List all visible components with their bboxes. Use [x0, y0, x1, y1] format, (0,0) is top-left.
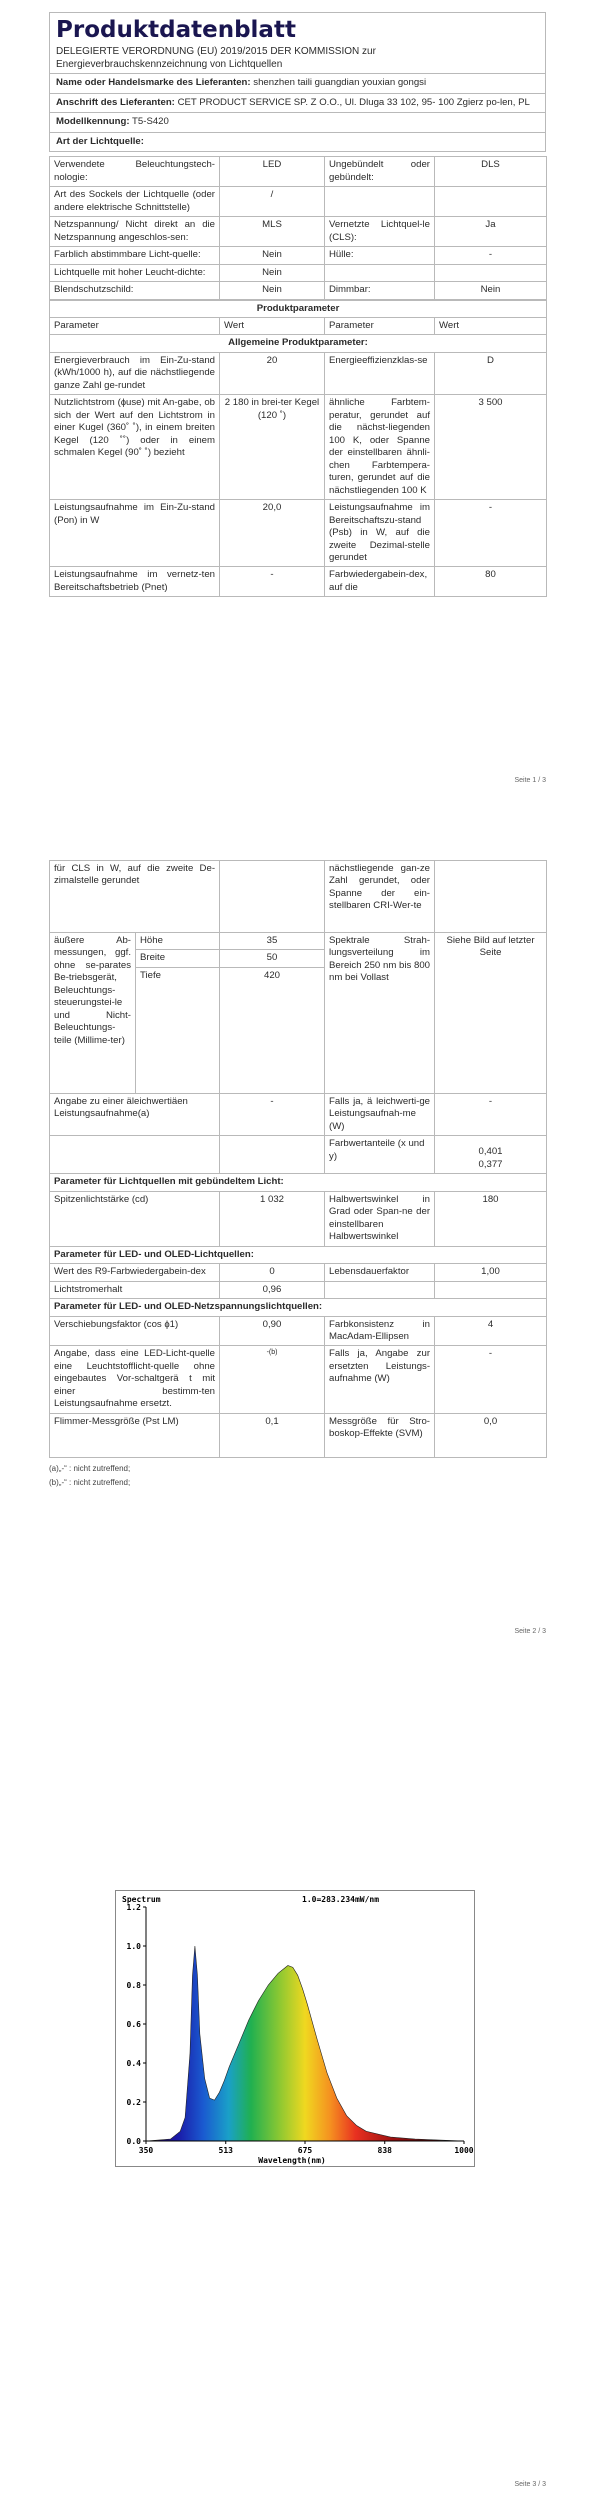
general-param-cell: Leistungsaufnahme im Bereitschaftszu-stand (Psb) in W, auf die zweite Dezimal-stelle gerundet	[325, 500, 435, 567]
chromaticity-x: 0,401	[478, 1146, 503, 1158]
dim-depth-value: 420	[220, 967, 325, 1093]
peak-intensity-label: Spitzenlichtstärke (cd)	[50, 1191, 220, 1246]
lightsource-row	[50, 282, 547, 299]
model-row	[49, 113, 546, 132]
page-2	[0, 860, 591, 1660]
header-box	[49, 12, 546, 74]
lightsource-cell: Art des Sockels der Lichtquelle (oder andere elektrische Schnittstelle)	[50, 187, 220, 217]
param-head-4: Wert	[435, 318, 547, 335]
flicker-label: Flimmer-Messgröße (Pst LM)	[50, 1413, 220, 1457]
lightsource-type-label: Art der Lichtquelle:	[56, 135, 144, 147]
x-axis-label: Wavelength(nm)	[258, 2156, 326, 2165]
stroboscopic-value: 0,0	[435, 1413, 547, 1457]
y-tick-label: 0.6	[126, 2020, 141, 2029]
general-param-cell: Leistungsaufnahme im vernetz-ten Bereitschaftsbetrieb (Pnet)	[50, 567, 220, 597]
cls-net-value-cont	[220, 861, 325, 933]
y-tick-label: 1.2	[126, 1903, 141, 1912]
x-tick-label: 1000	[454, 2146, 474, 2155]
lumen-maintenance-value: 0,96	[220, 1281, 325, 1298]
y-tick-label: 0.0	[126, 2137, 141, 2146]
lightsource-cell: Vernetzte Lichtquel-le (CLS):	[325, 217, 435, 247]
spectral-value: Siehe Bild auf letzter Seite	[435, 933, 547, 1094]
general-param-cell: Nutzlichtstrom (ɸuse) mit An-gabe, ob sich der Wert auf den Lichtstrom in einer Kugel (360˚ ˚), in einem breiten Kegel (120 ˚˚) oder in einem schmalen Kegel (90˚ ˚) bezieht	[50, 395, 220, 500]
model-label: Modellkennung:	[56, 116, 130, 128]
spectrum-chart-frame	[115, 1890, 475, 2167]
general-param-cell: Energieverbrauch im Ein-Zu-stand (kWh/1000 h), auf die nächstliegende ganze Zahl ge-rundet	[50, 352, 220, 394]
lightsource-cell	[435, 187, 547, 217]
equivalent-power-label: Angabe zu einer äleichwertiäen Leistungsaufnahme(a)	[50, 1093, 220, 1135]
stroboscopic-label: Messgröße für Stro-boskop-Effekte (SVM)	[325, 1413, 435, 1457]
general-param-cell: 20,0	[220, 500, 325, 567]
led-heading: Parameter für LED- und OLED-Lichtquellen:	[50, 1246, 547, 1263]
spectrum-series-area	[146, 1946, 464, 2141]
y-tick-label: 0.2	[126, 2098, 141, 2107]
dim-height-value: 35	[220, 933, 325, 950]
lightsource-cell: Ja	[435, 217, 547, 247]
dimensions-label: äußere Ab-messungen, ggf. ohne se-parates Be-triebsgerät, Beleuchtungs-steuerungstei-le und Nicht-Beleuchtungs-teile (Millime-ter)	[50, 933, 136, 1094]
lightsource-cell: Dimmbar:	[325, 282, 435, 299]
chromaticity-y: 0,377	[478, 1158, 503, 1170]
cri-label-cont: nächstliegende gan-ze Zahl gerundet, oder Spanne der ein-stellbaren CRI-Wer-te	[325, 861, 435, 933]
lightsource-cell: DLS	[435, 157, 547, 187]
empty-cell	[325, 1281, 435, 1298]
replacement-claim-label: Angabe, dass eine LED-Licht-quelle eine Leuchtstofflicht-quelle ohne eingebautes Vor-schaltgerä t mit einer bestimm-ten Leistungsaufnahme ersetzt.	[50, 1346, 220, 1413]
r9-label: Wert des R9-Farbwiedergabein-dex	[50, 1264, 220, 1281]
lightsource-table	[49, 156, 547, 299]
page-number-1: Seite 1 / 3	[514, 777, 546, 784]
general-param-row	[50, 352, 547, 394]
general-param-cell: 2 180 in brei-ter Kegel (120 ˚)	[220, 395, 325, 500]
equivalent-power-value: -	[220, 1093, 325, 1135]
lightsource-cell: Nein	[435, 282, 547, 299]
directional-heading: Parameter für Lichtquellen mit gebündeltem Licht:	[50, 1174, 547, 1191]
general-param-cell: Energieeffizienzklas-se	[325, 352, 435, 394]
y-tick-label: 0.4	[126, 2059, 141, 2068]
general-param-cell: Farbwiedergabein-dex, auf die	[325, 567, 435, 597]
empty-cell	[50, 1136, 220, 1174]
lightsource-cell	[435, 264, 547, 281]
page-number-2: Seite 2 / 3	[514, 1628, 546, 1635]
general-param-cell: 3 500	[435, 395, 547, 500]
lightsource-cell: Netzspannung/ Nicht direkt an die Netzspannung angeschlos-sen:	[50, 217, 220, 247]
product-params-heading: Produktparameter	[50, 300, 547, 317]
beam-angle-value: 180	[435, 1191, 547, 1246]
general-params-heading: Allgemeine Produktparameter:	[50, 335, 547, 352]
lightsource-cell: Verwendete Beleuchtungstech-nologie:	[50, 157, 220, 187]
replacement-claim-right-value: -	[435, 1346, 547, 1413]
replacement-claim-value: -(b)	[220, 1346, 325, 1413]
general-param-cell: -	[220, 567, 325, 597]
x-tick-label: 838	[377, 2146, 392, 2155]
general-param-cell: 20	[220, 352, 325, 394]
supplier-name-value: shenzhen taili guangdian youxian gongsi	[253, 77, 427, 89]
lightsource-cell: /	[220, 187, 325, 217]
lightsource-cell: -	[435, 247, 547, 264]
page-2-table	[49, 860, 547, 1458]
page-2-frame	[49, 860, 546, 1489]
lightsource-cell: MLS	[220, 217, 325, 247]
general-param-cell: -	[435, 500, 547, 567]
lightsource-cell: Ungebündelt oder gebündelt:	[325, 157, 435, 187]
dim-depth-label: Tiefe	[136, 967, 220, 1093]
displacement-factor-value: 0,90	[220, 1316, 325, 1346]
general-param-cell: ähnliche Farbtem-peratur, gerundet auf die nächst-liegenden 100 K, oder Spanne der einstellbaren ähnli-chen Farbtempera-turen, gerundet auf die nächstliegenden 100 K	[325, 395, 435, 500]
survival-label: Lebensdauerfaktor	[325, 1264, 435, 1281]
general-param-cell: 80	[435, 567, 547, 597]
equivalent-power-right-value: -	[435, 1093, 547, 1135]
cri-value-cont	[435, 861, 547, 933]
general-param-row	[50, 567, 547, 597]
chromaticity-value	[435, 1136, 547, 1174]
y-tick-label: 0.8	[126, 1981, 141, 1990]
lightsource-cell: Blendschutzschild:	[50, 282, 220, 299]
lightsource-cell: Nein	[220, 247, 325, 264]
page-1	[0, 0, 591, 800]
page-1-frame	[49, 12, 546, 597]
y-tick-label: 1.0	[126, 1942, 141, 1951]
flicker-value: 0,1	[220, 1413, 325, 1457]
survival-value: 1,00	[435, 1264, 547, 1281]
empty-cell	[435, 1281, 547, 1298]
regulation-line-2: Energieverbrauchskennzeichnung von Lichtquellen	[56, 59, 283, 71]
lightsource-row	[50, 157, 547, 187]
empty-cell	[220, 1136, 325, 1174]
supplier-address-value: CET PRODUCT SERVICE SP. Z O.O., Ul. Dluga 33 102, 95- 100 Zgierz po-len, PL	[177, 96, 530, 108]
equivalent-power-right-label: Falls ja, ä leichwerti-ge Leistungsaufnah-me (W)	[325, 1093, 435, 1135]
dim-width-label: Breite	[136, 950, 220, 967]
lightsource-cell: Farblich abstimmbare Licht-quelle:	[50, 247, 220, 264]
regulation-line-1: DELEGIERTE VERORDNUNG (EU) 2019/2015 DER KOMMISSION zur	[56, 46, 376, 58]
lightsource-cell: Lichtquelle mit hoher Leucht-dichte:	[50, 264, 220, 281]
supplier-address-row	[49, 94, 546, 113]
general-param-cell: D	[435, 352, 547, 394]
r9-value: 0	[220, 1264, 325, 1281]
param-head-2: Wert	[220, 318, 325, 335]
peak-intensity-value: 1 032	[220, 1191, 325, 1246]
param-head-3: Parameter	[325, 318, 435, 335]
spectral-label: Spektrale Strah-lungsverteilung im Bereich 250 nm bis 800 nm bei Vollast	[325, 933, 435, 1094]
lightsource-cell	[325, 264, 435, 281]
lightsource-cell	[325, 187, 435, 217]
footnote-b: (b)„-“ : nicht zutreffend;	[49, 1478, 131, 1488]
lightsource-row	[50, 264, 547, 281]
displacement-factor-label: Verschiebungsfaktor (cos ɸ1)	[50, 1316, 220, 1346]
supplier-address-label: Anschrift des Lieferanten:	[56, 96, 175, 108]
lightsource-cell: Nein	[220, 282, 325, 299]
footnote-a: (a)„-“ : nicht zutreffend;	[49, 1463, 131, 1473]
x-tick-label: 513	[218, 2146, 233, 2155]
supplier-name-label: Name oder Handelsmarke des Lieferanten:	[56, 77, 251, 89]
lightsource-cell: Hülle:	[325, 247, 435, 264]
colour-consistency-value: 4	[435, 1316, 547, 1346]
chart-annotation: 1.0=283.234mW/nm	[302, 1895, 380, 1904]
general-param-row	[50, 500, 547, 567]
lumen-maintenance-label: Lichtstromerhalt	[50, 1281, 220, 1298]
spectrum-chart	[116, 1891, 474, 2166]
product-params-table	[49, 300, 547, 598]
colour-consistency-label: Farbkonsistenz in MacAdam-Ellipsen	[325, 1316, 435, 1346]
dim-height-label: Höhe	[136, 933, 220, 950]
page-number-3: Seite 3 / 3	[514, 2481, 546, 2488]
mains-heading: Parameter für LED- und OLED-Netzspannungslichtquellen:	[50, 1299, 547, 1316]
replacement-claim-right-label: Falls ja, Angabe zur ersetzten Leistungs-aufnahme (W)	[325, 1346, 435, 1413]
lightsource-cell: LED	[220, 157, 325, 187]
lightsource-row	[50, 187, 547, 217]
chromaticity-label: Farbwertanteile (x und y)	[325, 1136, 435, 1174]
lightsource-row	[50, 247, 547, 264]
dim-width-value: 50	[220, 950, 325, 967]
lightsource-type-row	[49, 133, 546, 152]
supplier-name-row	[49, 74, 546, 93]
model-value: T5-S420	[132, 116, 169, 128]
general-param-cell: Leistungsaufnahme im Ein-Zu-stand (Pon) in W	[50, 500, 220, 567]
x-tick-label: 675	[297, 2146, 313, 2155]
general-param-row	[50, 395, 547, 500]
page-title: Produktdatenblatt	[56, 17, 296, 43]
lightsource-cell: Nein	[220, 264, 325, 281]
chart-title: Spectrum	[122, 1895, 161, 1904]
x-tick-label: 350	[138, 2146, 154, 2155]
lightsource-row	[50, 217, 547, 247]
param-head-1: Parameter	[50, 318, 220, 335]
cls-net-label-cont: für CLS in W, auf die zweite De-zimalstelle gerundet	[50, 861, 220, 933]
beam-angle-label: Halbwertswinkel in Grad oder Span-ne der einstellbaren Halbwertswinkel	[325, 1191, 435, 1246]
